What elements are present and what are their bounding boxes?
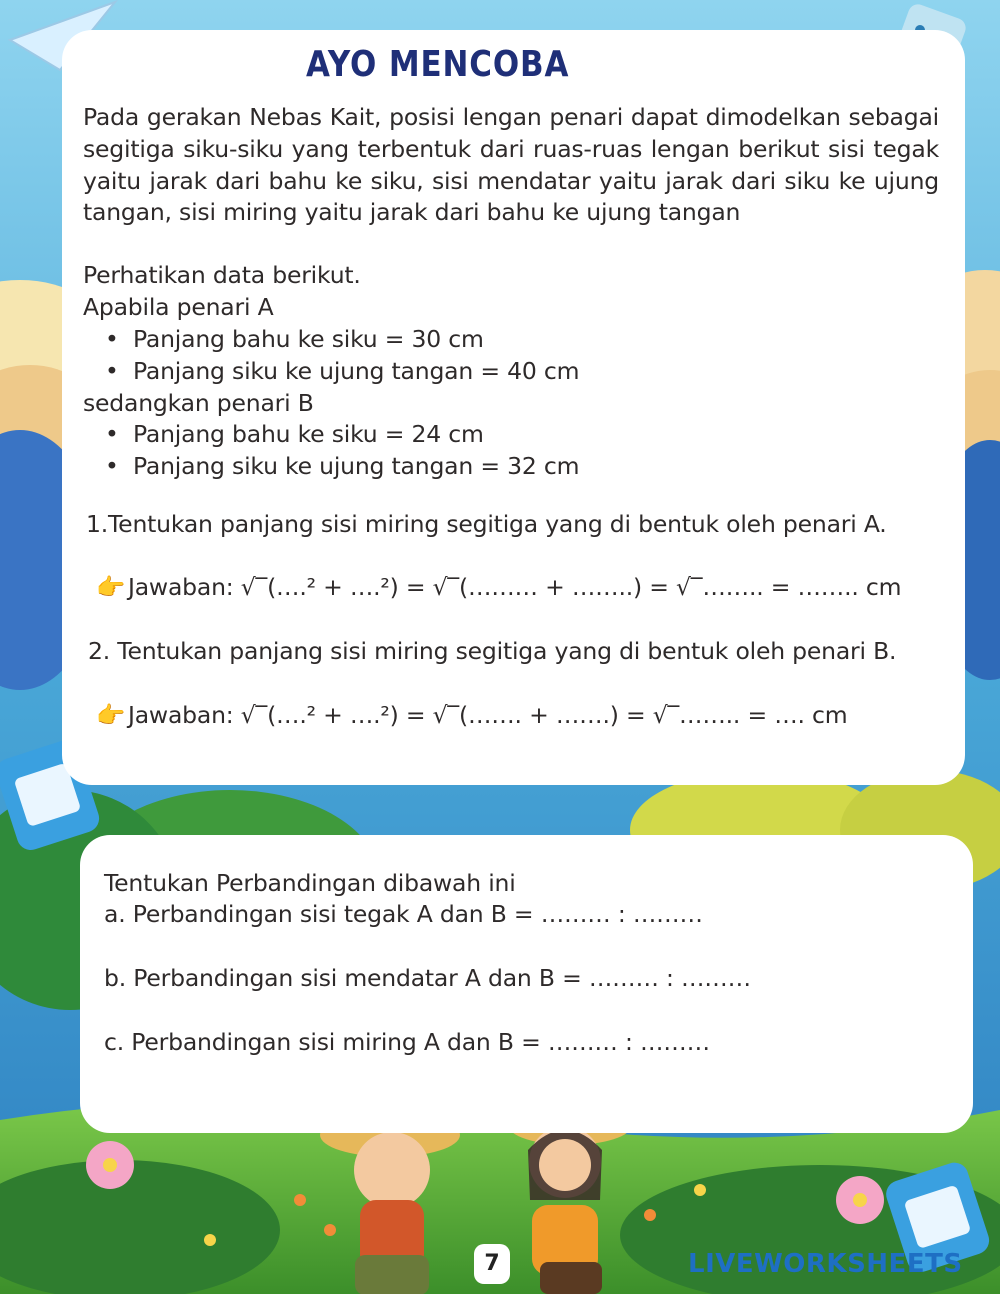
question-2: 2. Tentukan panjang sisi miring segitiga yang di bentuk oleh penari B. <box>88 637 897 665</box>
page-number: 7 <box>474 1244 510 1284</box>
answer-2-text: Jawaban: √‾(….² + ….²) = √‾(……. + …….) = √‾…….. = …. cm <box>128 701 848 729</box>
observe-text: Perhatikan data berikut. <box>83 261 361 289</box>
liveworksheets-watermark: LIVEWORKSHEETS <box>688 1249 963 1279</box>
pointing-hand-icon: 👉 <box>96 573 126 601</box>
question-1: 1.Tentukan panjang sisi miring segitiga yang di bentuk oleh penari A. <box>86 510 887 538</box>
dancer-b-label: sedangkan penari B <box>83 389 314 417</box>
comparison-item: c. Perbandingan sisi miring A dan B = ……… : ……… <box>104 1028 710 1056</box>
dancer-a-label: Apabila penari A <box>83 293 274 321</box>
list-item: • Panjang bahu ke siku = 24 cm <box>108 420 484 448</box>
answer-1-text: Jawaban: √‾(….² + ….²) = √‾(……… + ……..) = √‾…….. = …….. cm <box>128 573 902 601</box>
answer-1 <box>96 573 901 601</box>
comparison-heading: Tentukan Perbandingan dibawah ini <box>104 869 516 897</box>
comparison-item: a. Perbandingan sisi tegak A dan B = ……… : ……… <box>104 900 703 928</box>
pointing-hand-icon: 👉 <box>96 701 126 729</box>
intro-paragraph: Pada gerakan Nebas Kait, posisi lengan penari dapat dimodelkan sebagai segitiga siku-siku yang terbentuk dari ruas-ruas lengan berikut sisi tegak yaitu jarak dari bahu ke siku, sisi mendatar yaitu jarak dari siku ke ujung tangan, sisi miring yaitu jarak dari bahu ke ujung tangan <box>83 103 939 227</box>
page-title: AYO MENCOBA <box>306 44 570 85</box>
answer-2 <box>96 701 847 729</box>
list-item: • Panjang bahu ke siku = 30 cm <box>108 325 484 353</box>
list-item: • Panjang siku ke ujung tangan = 32 cm <box>108 452 579 480</box>
comparison-item: b. Perbandingan sisi mendatar A dan B = ……… : ……… <box>104 964 751 992</box>
list-item: • Panjang siku ke ujung tangan = 40 cm <box>108 357 579 385</box>
